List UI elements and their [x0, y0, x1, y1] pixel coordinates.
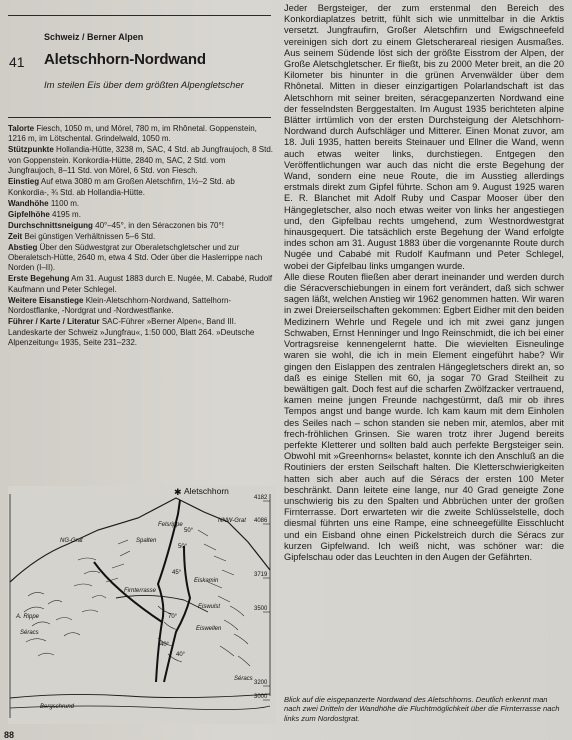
- slope-angle-label: 50°: [178, 544, 188, 550]
- elevation-label: 3500: [254, 606, 268, 612]
- page-subtitle: Im steilen Eis über dem größten Alpengletscher: [44, 80, 244, 91]
- feature-label: Bergschrund: [40, 704, 75, 710]
- info-row: [8, 221, 274, 231]
- info-label: Talorte: [8, 124, 35, 133]
- info-row: [8, 124, 274, 145]
- elevation-label: 4086: [254, 518, 268, 524]
- info-text: Am 31. August 1883 durch E. Nugée, M. Cababé, Rudolf Kaufmann und Peter Schlegel.: [8, 274, 273, 294]
- ridge-label: NNW-Grat: [218, 518, 246, 524]
- page-title: Aletschhorn-Nordwand: [44, 51, 206, 68]
- chapter-number: 41: [9, 54, 25, 70]
- feature-label: A. Rippe: [16, 614, 40, 620]
- info-label: Erste Begehung: [8, 274, 70, 284]
- elevation-label: 4182: [254, 495, 268, 501]
- summit-label: Aletschhorn: [184, 486, 229, 496]
- info-text: Fiesch, 1050 m, und Mörel, 780 m, im Rhônetal. Goppenstein, 1216 m, im Lötschental. Grindelwald, 1050 m.: [8, 124, 257, 144]
- slope-angle-label: 40°: [160, 642, 170, 648]
- slope-angle-label: 70°: [168, 614, 178, 620]
- info-row: [8, 296, 274, 317]
- feature-label: Eiswulst: [198, 604, 221, 610]
- elevation-label: 3200: [254, 680, 268, 686]
- feature-label: Firnterrasse: [124, 588, 157, 594]
- feature-label: Séracs: [20, 630, 39, 636]
- info-label: Stützpunkte: [8, 145, 54, 155]
- info-label: Wandhöhe: [8, 198, 49, 208]
- body-text: [284, 3, 564, 563]
- info-row: [8, 232, 274, 242]
- feature-label: Felsrippe: [158, 522, 183, 528]
- ridge-label: NG-Grat: [60, 538, 83, 544]
- page-number: 88: [4, 730, 15, 740]
- info-row: [8, 145, 274, 176]
- info-text: 1100 m.: [50, 198, 80, 208]
- figure-caption: Blick auf die eisgepanzerte Nordwand des Aletschhorns. Deutlich erkennt man nach zwei Dritteln der Wandhöhe die Fluchtmöglichkeit über die Firnterrasse nach links zum Nordostgrat.: [284, 695, 560, 723]
- info-text: 40°–45°, in den Séraczonen bis 70°!: [95, 220, 224, 230]
- info-text: Über den Südwestgrat zur Oberaletschgletscher und zur Oberaletsch-Hütte, 2640 m, etwa 4 Std. Oder über die Haslerrippe nach Norden (I–II).: [8, 242, 263, 273]
- slope-angle-label: 45°: [172, 570, 182, 576]
- body-paragraph: Alle diese Routen fließen aber derart ineinander und werden durch die Séracverschiebungen in einem fort verändert, daß sich schwer sagen läßt, welchen Anstieg wir 1962 genommen hatten. Wir waren in zwei Dreierseilschaften gekommen: Egbert Eidher mit den beiden Medizinern Wehrle und Regele und ich mit zwei ganz jungen Schwaben, Ernst Henninger und Ingo Reinschmidt, die ich bei einer Vortragsreise kennengelernt hatte. Die wievielten Eisneulinge waren sie wohl, die ich in mein Element eingeführt habe? Wir gingen den Eislappen des zentralen Hängegletschers direkt an, so daß es einige Stellen mit 60, ja sogar 70 Grad Steilheit zu bewältigen galt. Doch fest auf die scharfen Zwölfzacker vertrauend, kamen meine jungen Freunde nachgestürmt, daß mir ob ihres Tempos angst und bange wurde. Ich kam kaum mit dem Einholen des Seiles nach – schon standen sie neben mir, atemlos, aber mit frech-fröhlichen Grinsen. Sie waren trotz ihrer Jugend bereits perfekte Kletterer und sollten bald auch perfekte Bergsteiger sein. Obwohl mit »Greenhorns« belastet, konnte ich den Anschluß an die Routiniers der ersten Seilschaft halten. Die Kletterschwierigkeiten hatten sich aber auch auf die Séracs der ersten 100 Meter beschränkt. Dann leitete eine lange, nur 40 Grad geneigte Zone unschwierig bis zu den Spalten und Abbrüchen unter der großen Firnterrasse. Dort erwarteten wir die zweite Schlüsselstelle, doch diesmal führten uns eine Rampe, eine schneegefüllte Eisschlucht und ein Eisband ohne einen Pickelstreich durch die Séracs zur kurzen Gipfelwand. Ich weiß nicht, was schöner war: die Gipfelschau oder das Leuchten in den Augen der Gefährten.: [284, 271, 564, 562]
- top-rule: [8, 15, 271, 16]
- info-text: Auf etwa 3080 m am Großen Aletschfirn, 1½–2 Std. ab Konkordia-, ¾ Std. ab Hollandia-Hütte.: [8, 177, 235, 197]
- feature-label: Eiswellen: [196, 626, 222, 632]
- route-sketch: [8, 486, 276, 724]
- info-text: Klein-Aletschhorn-Nordwand, Sattelhorn-Nordostflanke, -Nordgrat und -Nordwestflanke.: [8, 295, 232, 316]
- section-label: Schweiz / Berner Alpen: [44, 32, 144, 42]
- info-box: [8, 124, 274, 349]
- info-label: Durchschnittsneigung: [8, 220, 93, 230]
- slope-angle-label: 40°: [176, 652, 186, 658]
- info-row: [8, 317, 274, 348]
- info-text: Hollandia-Hütte, 3238 m, SAC, 4 Std. ab Jungfraujoch, 8 Std. von Goppenstein. Konkordia-Hütte, 2840 m, SAC, 2 Std. vom Jungfraujoch, 8–11 Std. von Mörel, 6 Std. von Fiesch.: [8, 145, 274, 176]
- info-label: Führer / Karte / Literatur: [8, 317, 100, 327]
- body-paragraph: Jeder Bergsteiger, der zum erstenmal den Bereich des Konkordiaplatzes betritt, fühlt sich wie unmittelbar in die Arktis versetzt. Jungfraufirn, Großer Aletschfirn und Ewigschneefeld vereinigen sich dort zu einem Gletscherareal riesigen Ausmaßes. Aus seinem Südende löst sich der größte Eisstrom der Alpen, der Große Aletschgletscher. Er fließt, bis zu 2000 Meter breit, an die 20 Kilometer bis hinunter in die grünen Arvenwälder über dem Rhônetal. Mitten in dieser einzigartigen Polarlandschaft ist das Aletschhorn mit seiner breiten, séracgepanzerten Nordwand eine der fesselndsten Berggestalten. Im August 1935 berichteten alpine Blätter irrtümlich von der ersten Durchsteigung der Aletschhorn-Nordwand durch Aufschläger und Mitterer. Einen Monat zuvor, am 18. Juli 1935, hatten bereits Steinauer und Ellner die Wand, wenn auch etwas weiter links, durchstiegen. Entgegen den Veröffentlichungen war auch das nicht die erste Begehung der Wand, sondern eine neue Route, die im Ausstieg allerdings erstmals direkt zum Gipfel führte. Schon am 9. August 1925 waren E. R. Blanchet mit Adolf Ruby und Caspar Mooser über den Hängegletscher, also noch etwas weiter von links her angestiegen und, den Gipfelbau rechts umgehend, zum Westnordwestgrat hinausgequert. Die tatsächlich erste Begehung der Wand erfolgte indes schon am 31. August 1883 über die vorgenannte Route durch Nugée und Cababé mit Rudolf Kaufmann und Peter Schlegel, wobei der Gipfelbau links umgangen wurde.: [284, 3, 564, 271]
- info-label: Gipfelhöhe: [8, 209, 50, 219]
- info-label: Abstieg: [8, 242, 38, 252]
- info-text: 4195 m.: [52, 209, 81, 219]
- elevation-label: 3719: [254, 572, 268, 578]
- info-text: Bei günstigen Verhältnissen 5–6 Std.: [24, 231, 156, 241]
- info-label: Einstieg: [8, 177, 40, 187]
- info-row: [8, 177, 274, 198]
- feature-label: Spalten: [136, 538, 157, 544]
- info-row: [8, 274, 274, 295]
- summit-star-icon: ✱: [174, 487, 182, 497]
- info-rule: [8, 117, 271, 118]
- info-text: SAC-Führer »Berner Alpen«, Band III. Landeskarte der Schweiz »Jungfrau«, 1:50 000, Blatt 264. »Deutsche Alpenzeitung« 1935, Seite 231–232.: [8, 317, 255, 348]
- feature-label: Eiskamin: [194, 578, 219, 584]
- info-row: [8, 210, 274, 220]
- info-row: [8, 243, 274, 274]
- feature-label: Séracs: [234, 676, 253, 682]
- elevation-label: 3000: [254, 694, 268, 700]
- slope-angle-label: 50°: [184, 528, 194, 534]
- info-label: Weitere Eisanstiege: [8, 295, 84, 305]
- info-row: [8, 199, 274, 209]
- info-label: Zeit: [8, 231, 23, 241]
